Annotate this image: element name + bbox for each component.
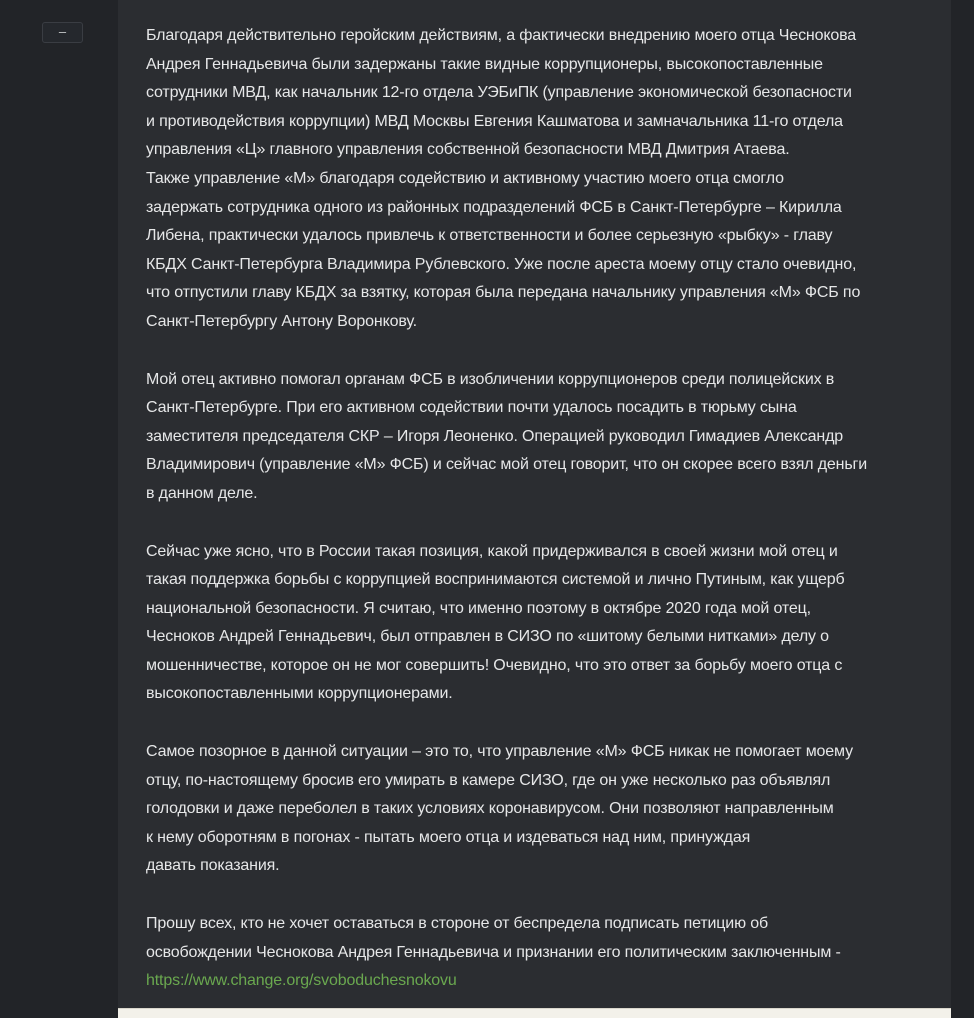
text-line: Благодаря действительно геройским действиям, а фактически внедрению моего отца Чеснокова (146, 27, 857, 44)
text-line: задержать сотрудника одного из районных подразделений ФСБ в Санкт-Петербурге – Кирилла (146, 198, 842, 216)
text-line: Мой отец активно помогал органам ФСБ в изобличении коррупционеров среди полицейских в (146, 370, 835, 388)
text-line: Владимирович (управление «М» ФСБ) и сейчас мой отец говорит, что он скорее всего взял деньги (146, 456, 867, 474)
left-gutter (0, 0, 118, 1018)
text-line: Сейчас уже ясно, что в России такая позиция, какой придерживался в своей жизни мой отец и (146, 542, 838, 560)
next-post-edge (118, 1008, 951, 1018)
text-line: национальной безопасности. Я считаю, что именно поэтому в октябре 2020 года мой отец, (146, 599, 811, 617)
paragraph-2 (146, 366, 931, 509)
paragraph-5 (146, 910, 931, 996)
text-line: мошенничестве, которое он не мог совершить! Очевидно, что это ответ за борьбу моего отца с (146, 656, 843, 674)
text-line: сотрудники МВД, как начальник 12-го отдела УЭБиПК (управление экономической безопасности (146, 84, 852, 102)
text-line: Чесноков Андрей Геннадьевич, был отправлен в СИЗО по «шитому белыми нитками» делу о (146, 628, 829, 646)
text-line: к нему оборотням в погонах - пытать моего отца и издеваться над ним, принуждая (146, 828, 751, 846)
text-line: Также управление «М» благодаря содействию и активному участию моего отца смогло (146, 169, 784, 187)
text-line: в данном деле. (146, 484, 258, 502)
post-body (118, 0, 951, 1008)
text-line: КБДХ Санкт-Петербурга Владимира Рублевского. Уже после ареста моему отцу стало очевидно, (146, 255, 857, 273)
text-line: голодовки и даже переболел в таких условиях коронавирусом. Они позволяют направленным (146, 800, 834, 818)
paragraph-1 (146, 22, 931, 337)
right-gutter (951, 0, 974, 1018)
text-line: Прошу всех, кто не хочет оставаться в стороне от беспредела подписать петицию об (146, 915, 768, 933)
text-line: освобождении Чеснокова Андрея Геннадьевича и признании его политическим заключенным - (146, 943, 841, 961)
text-line: Либена, практически удалось привлечь к ответственности и более серьезную «рыбку» - главу (146, 227, 833, 245)
text-line: Андрея Геннадьевича были задержаны такие видные коррупционеры, высокопоставленные (146, 55, 823, 73)
text-line: давать показания. (146, 857, 280, 875)
text-line: Санкт-Петербургу Антону Воронкову. (146, 312, 417, 330)
text-line: и противодействия коррупции) МВД Москвы Евгения Кашматова и замначальника 11-го отдела (146, 112, 843, 130)
paragraph-4 (146, 738, 931, 881)
paragraph-3 (146, 538, 931, 710)
text-line: отцу, по-настоящему бросив его умирать в камере СИЗО, где он уже несколько раз объявлял (146, 771, 831, 789)
text-line: Санкт-Петербурге. При его активном содействии почти удалось посадить в тюрьму сына (146, 399, 797, 417)
text-line: управления «Ц» главного управления собственной безопасности МВД Дмитрия Атаева. (146, 141, 790, 159)
text-line: такая поддержка борьбы с коррупцией воспринимаются системой и лично Путиным, как ущерб (146, 571, 845, 589)
text-line: Самое позорное в данной ситуации – это то, что управление «М» ФСБ никак не помогает моему (146, 743, 853, 761)
petition-link[interactable]: https://www.change.org/svoboduchesnokovu (146, 972, 457, 990)
text-line: заместителя председателя СКР – Игоря Леоненко. Операцией руководил Гимадиев Александр (146, 427, 844, 445)
text-line: высокопоставленными коррупционерами. (146, 685, 453, 703)
text-line: что отпустили главу КБДХ за взятку, которая была передана начальнику управления «М» ФСБ по (146, 284, 861, 302)
collapse-button[interactable]: – (42, 22, 83, 43)
